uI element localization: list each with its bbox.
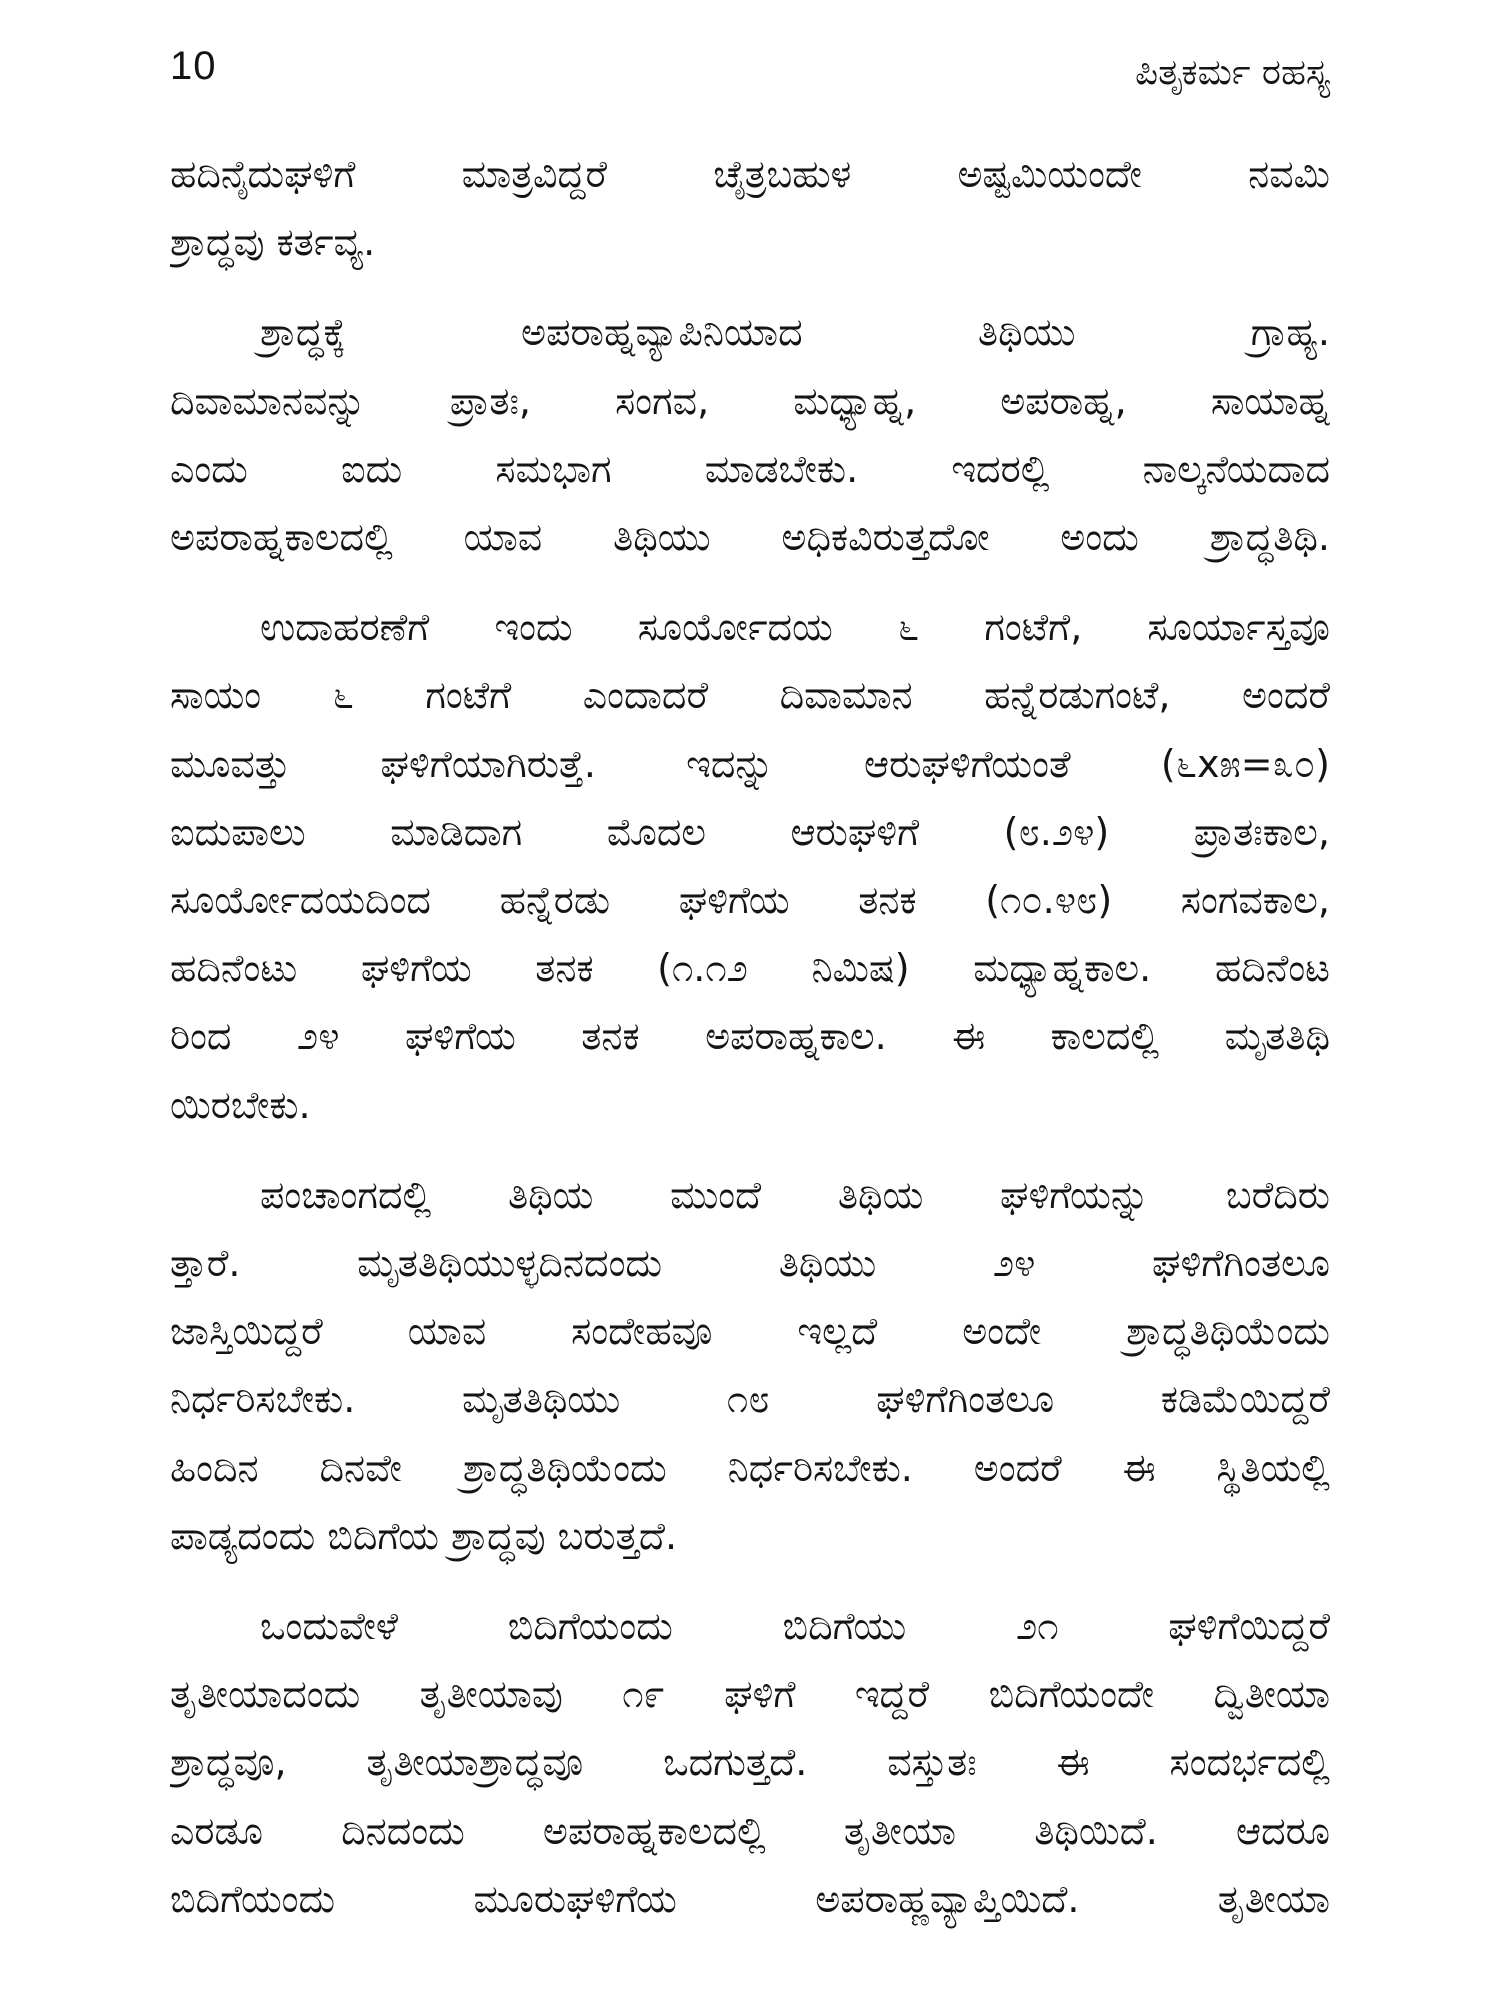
page-header — [170, 44, 1330, 104]
text-line: ಹದಿನೆಂಟು ಘಳಿಗೆಯ ತನಕ (೧.೧೨ ನಿಮಿಷ) ಮಧ್ಯಾಹ್ನಕಾಲ. ಹದಿನೆಂಟ — [170, 946, 1330, 991]
text-line: ಪಾಡ್ಯದಂದು ಬಿದಿಗೆಯ ಶ್ರಾದ್ಧವು ಬರುತ್ತದೆ. — [170, 1513, 678, 1558]
text-line: ಶ್ರಾದ್ಧವು ಕರ್ತವ್ಯ. — [170, 220, 376, 265]
paragraph-4 — [170, 1161, 1330, 1570]
text-line: ತ್ತಾರೆ. ಮೃತತಿಥಿಯುಳ್ಳದಿನದಂದು ತಿಥಿಯು ೨೪ ಘಳಿಗೆಗಿಂತಲೂ — [170, 1241, 1330, 1286]
text-line: ಶ್ರಾದ್ಧವೂ, ತೃತೀಯಾಶ್ರಾದ್ಧವೂ ಒದಗುತ್ತದೆ. ವಸ್ತುತಃ ಈ ಸಂದರ್ಭದಲ್ಲಿ — [170, 1740, 1330, 1785]
text-line: ಪಂಚಾಂಗದಲ್ಲಿ ತಿಥಿಯ ಮುಂದೆ ತಿಥಿಯ ಘಳಿಗೆಯನ್ನು ಬರೆದಿರು — [260, 1172, 1330, 1217]
paragraph-3 — [170, 593, 1330, 1139]
text-line: ಬಿದಿಗೆಯಂದು ಮೂರುಘಳಿಗೆಯ ಅಪರಾಹ್ಣವ್ಯಾಪ್ತಿಯಿದೆ. ತೃತೀಯಾ — [170, 1876, 1330, 1921]
text-line: ಅಪರಾಹ್ನಕಾಲದಲ್ಲಿ ಯಾವ ತಿಥಿಯು ಅಧಿಕವಿರುತ್ತದೋ ಅಂದು ಶ್ರಾದ್ಧತಿಥಿ. — [170, 515, 1330, 560]
text-line: ದಿವಾಮಾನವನ್ನು ಪ್ರಾತಃ, ಸಂಗವ, ಮಧ್ಯಾಹ್ನ, ಅಪರಾಹ್ನ, ಸಾಯಾಹ್ನ — [170, 378, 1330, 423]
paragraph-2 — [170, 298, 1330, 571]
text-line: ಸೂರ್ಯೋದಯದಿಂದ ಹನ್ನೆರಡು ಘಳಿಗೆಯ ತನಕ (೧೦.೪೮) ಸಂಗವಕಾಲ, — [170, 878, 1330, 923]
paragraph-1 — [170, 140, 1330, 276]
running-title: ಪಿತೃಕರ್ಮ ರಹಸ್ಯ — [1135, 52, 1330, 93]
text-line: ಶ್ರಾದ್ಧಕ್ಕೆ ಅಪರಾಹ್ನವ್ಯಾಪಿನಿಯಾದ ತಿಥಿಯು ಗ್ರಾಹ್ಯ. — [260, 310, 1330, 355]
text-line: ಒಂದುವೇಳೆ ಬಿದಿಗೆಯಂದು ಬಿದಿಗೆಯು ೨೧ ಘಳಿಗೆಯಿದ್ದರೆ — [260, 1604, 1330, 1649]
text-line: ನಿರ್ಧರಿಸಬೇಕು. ಮೃತತಿಥಿಯು ೧೮ ಘಳಿಗೆಗಿಂತಲೂ ಕಡಿಮೆಯಿದ್ದರೆ — [170, 1377, 1330, 1422]
text-line: ಐದುಪಾಲು ಮಾಡಿದಾಗ ಮೊದಲ ಆರುಘಳಿಗೆ (೮.೨೪) ಪ್ರಾತಃಕಾಲ, — [170, 809, 1330, 854]
text-line: ಎಂದು ಐದು ಸಮಭಾಗ ಮಾಡಬೇಕು. ಇದರಲ್ಲಿ ನಾಲ್ಕನೆಯದಾದ — [170, 446, 1330, 491]
text-line: ಎರಡೂ ದಿನದಂದು ಅಪರಾಹ್ನಕಾಲದಲ್ಲಿ ತೃತೀಯಾ ತಿಥಿಯಿದೆ. ಆದರೂ — [170, 1808, 1330, 1853]
page-number: 10 — [170, 44, 217, 88]
paragraph-5 — [170, 1592, 1330, 1933]
text-line: ರಿಂದ ೨೪ ಘಳಿಗೆಯ ತನಕ ಅಪರಾಹ್ನಕಾಲ. ಈ ಕಾಲದಲ್ಲಿ ಮೃತತಿಥಿ — [170, 1014, 1330, 1059]
text-line: ಉದಾಹರಣೆಗೆ ಇಂದು ಸೂರ್ಯೋದಯ ೬ ಗಂಟೆಗೆ, ಸೂರ್ಯಾಸ್ತವೂ — [260, 605, 1330, 650]
text-line: ಮೂವತ್ತು ಘಳಿಗೆಯಾಗಿರುತ್ತೆ. ಇದನ್ನು ಆರುಘಳಿಗೆಯಂತೆ (೬x೫=೩೦) — [170, 741, 1330, 786]
text-line: ಯಿರಬೇಕು. — [170, 1082, 311, 1127]
text-line: ತೃತೀಯಾದಂದು ತೃತೀಯಾವು ೧೯ ಘಳಿಗೆ ಇದ್ದರೆ ಬಿದಿಗೆಯಂದೇ ದ್ವಿತೀಯಾ — [170, 1672, 1330, 1717]
body-text — [170, 140, 1330, 1955]
text-line: ಹದಿನೈದುಘಳಿಗೆ ಮಾತ್ರವಿದ್ದರೆ ಚೈತ್ರಬಹುಳ ಅಷ್ಟಮಿಯಂದೇ ನವಮಿ — [170, 152, 1330, 196]
text-line: ಹಿಂದಿನ ದಿನವೇ ಶ್ರಾದ್ಧತಿಥಿಯೆಂದು ನಿರ್ಧರಿಸಬೇಕು. ಅಂದರೆ ಈ ಸ್ಥಿತಿಯಲ್ಲಿ — [170, 1445, 1330, 1490]
text-line: ಜಾಸ್ತಿಯಿದ್ದರೆ ಯಾವ ಸಂದೇಹವೂ ಇಲ್ಲದೆ ಅಂದೇ ಶ್ರಾದ್ಧತಿಥಿಯೆಂದು — [170, 1309, 1330, 1354]
text-line: ಸಾಯಂ ೬ ಗಂಟೆಗೆ ಎಂದಾದರೆ ದಿವಾಮಾನ ಹನ್ನೆರಡುಗಂಟೆ, ಅಂದರೆ — [170, 673, 1330, 718]
